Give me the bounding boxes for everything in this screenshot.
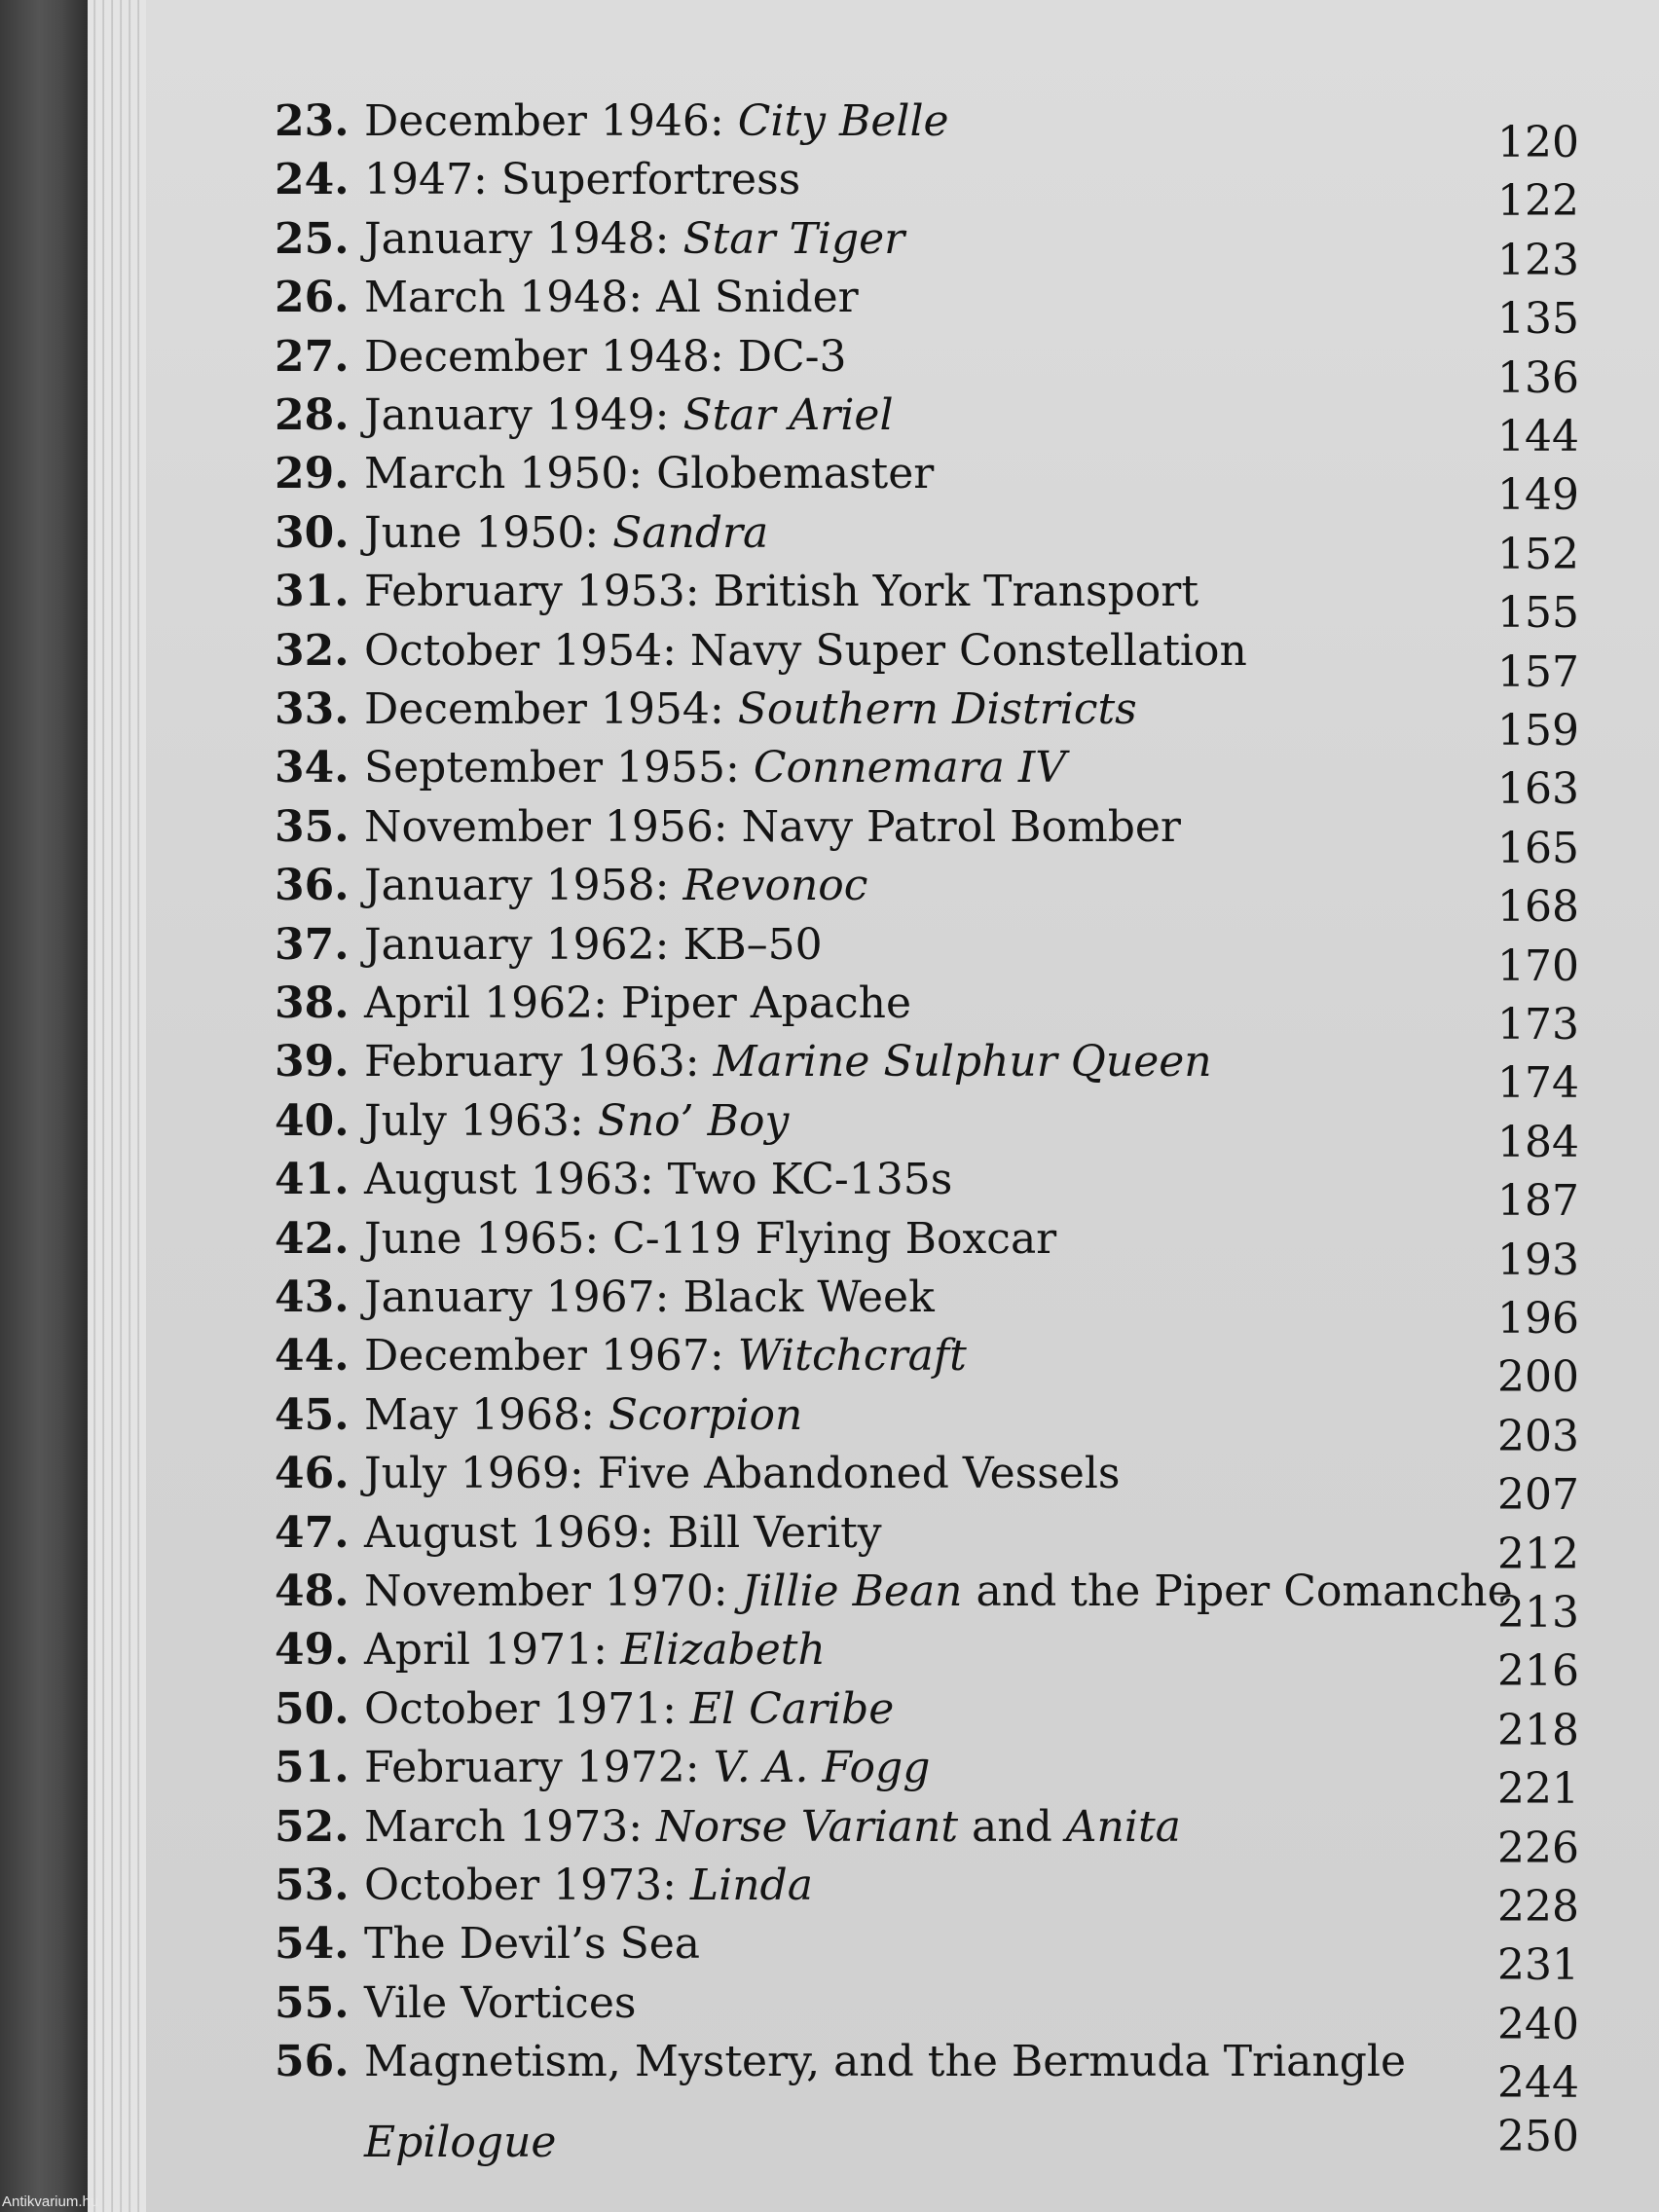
toc-entry [275,1681,1579,1755]
toc-entry-number: 42. [275,1213,350,1264]
toc-entry-name: El Caribe [689,1683,895,1734]
toc-entry-page: 165 [1497,823,1579,873]
toc-entry-page: 170 [1497,940,1579,991]
toc-entry-name: Revonoc [682,861,868,911]
toc-entry-name: Piper Apache [620,978,912,1028]
toc-entry-date: August 1969: [364,1507,668,1558]
toc-entry-number: 24. [275,155,350,205]
toc-entry-title [364,1681,894,1738]
toc-entry-date: October 1954: [364,625,690,676]
toc-entry [275,1152,1579,1227]
toc-entry-number: 44. [275,1331,350,1382]
toc-entry-name: British York Transport [713,567,1199,617]
toc-entry-title [364,564,1198,620]
toc-entry-date: April 1971: [364,1625,621,1676]
toc-entry [275,682,1579,756]
toc-entry-date: June 1950: [364,507,613,558]
toc-entry-title [364,1858,813,1914]
toc-entry-title [364,505,768,562]
toc-entry [275,1387,1579,1461]
toc-entry-name: Vile Vortices [364,1977,637,2028]
toc-entry-name: Star Tiger [682,213,905,264]
toc-entry-suffix: and [958,1801,1066,1852]
toc-entry-number: 23. [275,96,350,146]
toc-entry [275,858,1579,933]
toc-entry-number: 41. [275,1155,350,1205]
toc-entry-page: 155 [1497,588,1579,639]
toc-entry-date: October 1971: [364,1683,690,1734]
toc-entry [275,1740,1579,1815]
toc-entry-page: 136 [1497,352,1579,403]
toc-entry-page: 213 [1497,1588,1579,1638]
toc-entry-title [364,799,1181,856]
toc-entry-page: 184 [1497,1117,1579,1167]
toc-entry-page: 122 [1497,176,1579,227]
toc-entry-name: Connemara IV [753,743,1067,793]
toc-entry-page: 200 [1497,1352,1579,1403]
toc-entry-suffix: and the Piper Comanche [962,1567,1513,1616]
toc-entry [275,1093,1579,1167]
toc-entry-page: 120 [1497,118,1579,167]
toc-entry-title [364,1622,826,1678]
toc-entry-title [364,446,934,502]
toc-entry [275,1622,1579,1697]
toc-entry-title [364,329,847,386]
toc-entry [275,93,1579,167]
toc-entry-name: Star Ariel [682,390,894,440]
toc-entry-date: May 1968: [364,1389,608,1440]
toc-entry-date: January 1962: [364,919,683,970]
toc-entry-title [364,270,859,326]
toc-entry-name: Two KC-135s [667,1155,953,1205]
toc-entry-date: March 1948: [364,273,657,323]
toc-entry-number: 49. [275,1625,350,1676]
toc-entry [275,152,1579,227]
toc-entry-name: C-119 Flying Boxcar [612,1213,1057,1264]
toc-entry-page: 163 [1497,764,1579,815]
toc-entry-name: Marine Sulphur Queen [713,1037,1212,1088]
toc-entry-title [364,1975,636,2032]
toc-entry-page: 221 [1497,1764,1579,1815]
toc-entry-date: January 1967: [364,1272,683,1322]
toc-entry-title [364,1211,1056,1268]
toc-entry-title [364,1564,1513,1620]
toc-entry-name-2: Anita [1065,1801,1181,1852]
toc-entry-title [364,93,949,150]
toc-entry-date: January 1958: [364,861,683,911]
toc-entry [275,270,1579,345]
toc-entry-page: 174 [1497,1058,1579,1109]
toc-entry [275,211,1579,285]
toc-entry-page: 207 [1497,1470,1579,1521]
toc-entry-name: Sno’ Boy [597,1095,790,1146]
toc-entry-page: 144 [1497,412,1579,461]
toc-entry-title [364,2034,1406,2090]
toc-entry-number: 39. [275,1037,350,1088]
toc-entry-number: 33. [275,684,350,734]
toc-entry-page: 152 [1497,529,1579,579]
toc-entry-number: 50. [275,1683,350,1734]
toc-entry-title [364,1093,789,1150]
toc-entry-name: Southern Districts [737,684,1137,734]
toc-entry-number: 51. [275,1743,350,1793]
toc-entry [275,2034,1579,2109]
toc-entry-number: 54. [275,1919,350,1970]
toc-entry [275,1034,1579,1109]
toc-entry-page: 231 [1497,1940,1579,1991]
toc-entry-page: 157 [1497,646,1579,697]
toc-entry-page: 196 [1497,1294,1579,1344]
toc-entry-number: 37. [275,919,350,970]
toc-entry-number: 27. [275,331,350,382]
toc-entry-number: 45. [275,1389,350,1440]
toc-entry-date: July 1969: [364,1449,598,1499]
toc-entry-name: Sandra [612,507,769,558]
toc-entry-date: August 1963: [364,1155,668,1205]
toc-entry-name: Jillie Bean [741,1567,963,1616]
toc-entry-name: Superfortress [500,155,801,205]
toc-entry-date: February 1972: [364,1743,714,1793]
toc-entry-name: Navy Patrol Bomber [741,801,1181,852]
toc-entry-page: 159 [1497,706,1579,756]
toc-entry-name: The Devil’s Sea [364,1919,700,1970]
toc-entry-title [364,1152,952,1208]
toc-entry [275,623,1579,697]
toc-entry [275,446,1579,521]
toc-entry-name: Black Week [682,1272,935,1322]
toc-entry-name: DC-3 [737,331,847,382]
toc-entry-name: Witchcraft [737,1331,967,1382]
toc-entry [275,564,1579,639]
toc-entry-page: 244 [1497,2058,1579,2109]
toc-entry-title: Epilogue [364,2117,557,2167]
toc-entry-title [364,152,800,208]
toc-entry-number: 35. [275,801,350,852]
toc-entry-number: 38. [275,978,350,1028]
toc-entry-page: 123 [1497,235,1579,285]
toc-entry-title [364,623,1247,680]
toc-epilogue [275,2111,1579,2171]
toc-entry [275,1211,1579,1285]
toc-entry-number: 52. [275,1801,350,1852]
toc-entry-name: Norse Variant [656,1801,959,1852]
toc-entry-number: 28. [275,390,350,440]
toc-entry-title [364,682,1137,738]
toc-entry-number: 32. [275,625,350,676]
toc-entry-page: 218 [1497,1705,1579,1755]
toc-entry-number: 29. [275,449,350,499]
toc-entry-number: 53. [275,1861,350,1910]
toc-entry-date: December 1948: [364,331,738,382]
toc-entry-name: Navy Super Constellation [689,625,1247,676]
toc-entry-name: V. A. Fogg [713,1743,931,1793]
toc-entry-name: Linda [689,1861,813,1910]
toc-entry-number: 55. [275,1977,350,2028]
toc-entry-number: 47. [275,1507,350,1558]
toc-entry-date: September 1955: [364,743,754,793]
toc-entry-name: Bill Verity [667,1507,882,1558]
toc-entry-title [364,1387,802,1444]
toc-entry-page: 203 [1497,1411,1579,1461]
toc-entry-title [364,1799,1181,1856]
toc-entry-page: 250 [1497,2111,1579,2161]
toc-entry-date: December 1967: [364,1331,738,1382]
toc-entry-number: 25. [275,213,350,264]
toc-entry-date: April 1962: [364,978,621,1028]
toc-entry-title [364,976,911,1032]
toc-entry-page: 226 [1497,1823,1579,1873]
toc-entry-title [364,1505,882,1562]
toc-entry-name: Al Snider [656,273,859,323]
toc-entry [275,1446,1579,1521]
toc-entry-number: 31. [275,567,350,617]
toc-entry [275,1505,1579,1579]
toc-entry [275,1328,1579,1403]
toc-entry [275,917,1579,991]
toc-entry [275,799,1579,873]
toc-entry [275,1858,1579,1932]
toc-entry-title [364,917,823,974]
toc-entry-title [364,740,1066,796]
toc-entry-number: 56. [275,2037,350,2087]
toc-entry [275,1916,1579,1991]
toc-entry-title [364,1446,1121,1502]
toc-entry-name: City Belle [737,96,949,146]
toc-entry-page: 173 [1497,1000,1579,1050]
toc-entry [275,976,1579,1050]
toc-entry-page: 149 [1497,470,1579,521]
toc-entry-number: 34. [275,743,350,793]
toc-entry-title [364,1034,1212,1090]
toc-entry-number: 40. [275,1095,350,1146]
toc-entry [275,387,1579,461]
toc-entry-number: 43. [275,1272,350,1322]
toc-entry-page: 135 [1497,294,1579,345]
toc-entry [275,1975,1579,2049]
toc-entry-date: November 1956: [364,801,742,852]
toc-entry-name: Globemaster [656,449,935,499]
toc-entry-title [364,858,867,914]
toc-entry-date: March 1950: [364,449,657,499]
toc-entry-title [364,1740,930,1796]
toc-entry [275,329,1579,403]
toc-entry-page: 187 [1497,1176,1579,1227]
toc-entry-number: 36. [275,861,350,911]
toc-entry [275,1799,1579,1873]
toc-entry-date: July 1963: [364,1095,598,1146]
toc-entry-date: June 1965: [364,1213,613,1264]
toc-entry-date: January 1948: [364,213,683,264]
toc-entry-title [364,1270,935,1326]
toc-entry-page: 212 [1497,1529,1579,1579]
toc-entry-name: KB–50 [682,919,823,970]
toc-entry-date: October 1973: [364,1861,690,1910]
toc-entry-date: December 1954: [364,684,738,734]
toc-entry-name: Elizabeth [620,1625,826,1676]
toc-entry-date: 1947: [364,155,501,205]
toc-entry-page: 216 [1497,1646,1579,1697]
toc-entry-name: Scorpion [608,1389,803,1440]
toc-entry-page: 168 [1497,882,1579,933]
watermark: Antikvarium.hu [2,2194,99,2210]
toc-entry-page: 193 [1497,1235,1579,1285]
toc-entry-number: 46. [275,1449,350,1499]
toc-entry-date: November 1970: [364,1567,742,1616]
toc-entry-name: Five Abandoned Vessels [597,1449,1121,1499]
toc-entry-title [364,1916,700,1972]
toc-entry-page: 228 [1497,1882,1579,1932]
toc-entry-number: 30. [275,507,350,558]
toc-entry [275,1564,1579,1638]
toc-entry-page: 240 [1497,1999,1579,2049]
toc-entry-title [364,211,904,268]
toc-entry-title [364,387,894,444]
toc-entry-date: December 1946: [364,96,738,146]
toc-entry-date: March 1973: [364,1801,657,1852]
toc-entry-date: February 1963: [364,1037,714,1088]
toc-entry-title [364,1328,967,1384]
toc-entry [275,1270,1579,1344]
toc-entry [275,740,1579,815]
toc-entry-date: February 1953: [364,567,714,617]
toc-entry-name: Magnetism, Mystery, and the Bermuda Triangle [364,2037,1407,2087]
toc-entry-date: January 1949: [364,390,683,440]
toc-entry [275,505,1579,579]
toc-entry-number: 26. [275,273,350,323]
toc-entry-number: 48. [275,1567,350,1616]
